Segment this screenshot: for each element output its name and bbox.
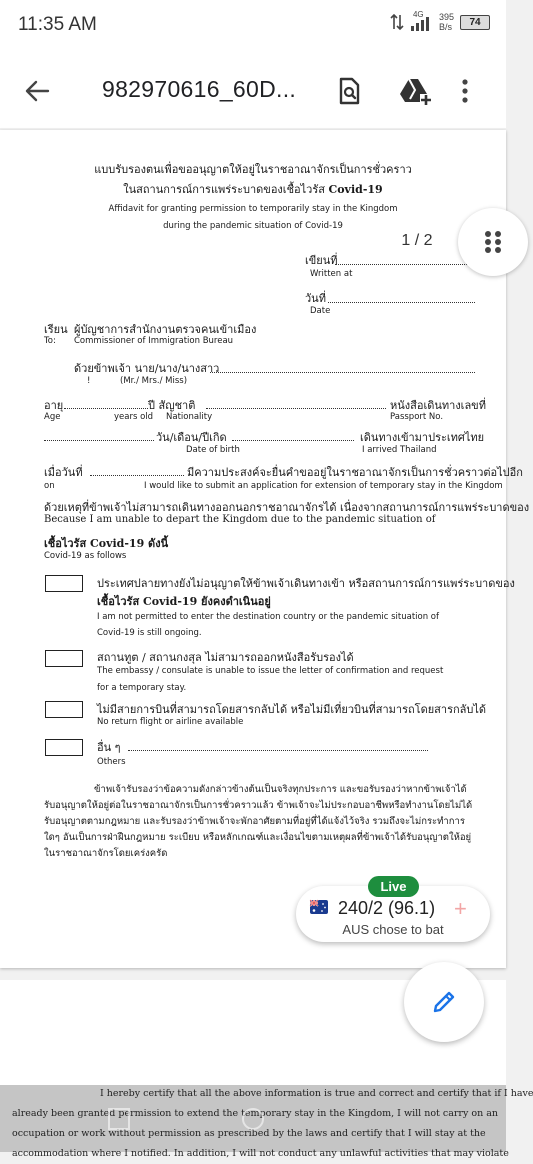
status-indicators: [391, 12, 490, 32]
drive-add-icon: [398, 76, 432, 106]
nationality-field[interactable]: [206, 408, 386, 409]
virus-en: Covid-19 as follows: [44, 551, 127, 561]
addressee-en: Commissioner of Immigration Bureau: [74, 336, 234, 346]
subject-label-thai: เรียน: [44, 323, 68, 336]
arrival-date-field[interactable]: [90, 475, 184, 476]
grid-icon: [484, 230, 504, 254]
written-at-label-en: Written at: [310, 269, 353, 279]
nationality-label-en: Nationality: [166, 412, 213, 422]
pencil-icon: [431, 989, 457, 1015]
more-vert-icon: [460, 76, 470, 106]
reason-en: Because I am unable to depart the Kingdom due to the pandemic situation of: [44, 514, 436, 525]
signal-icon: [409, 12, 433, 32]
battery-level: 74: [469, 16, 481, 28]
arrived-label-thai: เดินทางเข้ามาประเทศไทย: [360, 431, 485, 444]
network-speed: [439, 12, 454, 32]
title-thai-2-covid: Covid-19: [328, 183, 383, 196]
page-2-line-1: I hereby certify that all the above information is true and correct and certify that if I have: [100, 1088, 533, 1099]
on-label-en: on: [44, 481, 55, 491]
date-label-en: Date: [310, 306, 331, 316]
passport-label-thai: หนังสือเดินทางเลขที่: [390, 399, 486, 412]
reason-thai: ด้วยเหตุที่ข้าพเจ้าไม่สามารถเดินทางออกนอกราชอาณาจักรได้ เนื่องจากสถานการณ์การแพร่ระบาดของ: [44, 501, 530, 514]
certification-thai: ข้าพเจ้ารับรองว่าข้อความดังกล่าวข้างต้นเป็นจริงทุกประการ และขอรับรองว่าหากข้าพเจ้าได้รับอนุญาตให้อยู่ต่อในราชอาณาจักรเป็นการชั่วคราวแล้ว ข้าพเจ้าจะไม่ประกอบอาชีพหรือทำงานโดยไม่ได้รับอนุญาตตามกฎหมาย และรับรองว่าข้าพเจ้าจะพักอาศัยตามที่อยู่ที่ได้แจ้งไว้จริง รวมถึงจะไม่กระทำการใดๆ อันเป็นการฝ่าฝืนกฎหมาย ระเบียบ หรือหลักเกณฑ์และเงื่อนไขตามเหตุผลที่ข้าพเจ้าได้รับอนุญาตให้อยู่ในราชอาณาจักรโดยเคร่งครัด: [44, 784, 473, 859]
search-document-button[interactable]: [334, 76, 364, 106]
title-english-1: Affidavit for granting permission to temporarily stay in the Kingdom: [108, 204, 398, 214]
option-2-en-1: The embassy / consulate is unable to issue the letter of confirmation and request: [97, 666, 444, 676]
option-3-en: No return flight or airline available: [97, 717, 244, 727]
document-title: 982970616_60D...: [102, 76, 297, 102]
age-label-thai: อายุ: [44, 399, 64, 412]
exclamation-mark: !: [87, 376, 91, 386]
network-type: 4G: [412, 10, 424, 19]
name-label-thai: ด้วยข้าพเจ้า นาย/นาง/นางสาว: [74, 362, 220, 375]
years-nationality-thai: ปี สัญชาติ: [148, 399, 196, 412]
option-1-thai-1: ประเทศปลายทางยังไม่อนุญาตให้ข้าพเจ้าเดินทางเข้า หรือสถานการณ์การแพร่ระบาดของ: [97, 577, 515, 590]
to-label-en: To:: [44, 336, 56, 346]
date-label-thai: วันที่: [305, 292, 326, 305]
option-4-thai: อื่น ๆ: [97, 741, 121, 754]
intent-thai: มีความประสงค์จะยื่นคำขออยู่ในราชอาณาจักรเป็นการชั่วคราวต่อไปอีก: [187, 466, 523, 479]
date-field[interactable]: [328, 302, 475, 303]
option-3-thai: ไม่มีสายการบินที่สามารถโดยสารกลับได้ หรือไม่มีเที่ยวบินที่สามารถโดยสารกลับได้: [97, 703, 487, 716]
title-thai-2: [0, 180, 506, 198]
score-value: 240/2 (96.1): [338, 898, 436, 918]
score-subtitle: AUS chose to bat: [342, 922, 444, 937]
on-label-thai: เมื่อวันที่: [44, 466, 83, 479]
others-field[interactable]: [128, 750, 428, 751]
written-at-field[interactable]: [335, 264, 475, 265]
speed-value: 395: [438, 12, 454, 22]
title-thai-2-text: ในสถานการณ์การแพร่ระบาดของเชื้อไวรัส: [123, 183, 325, 196]
passport-field[interactable]: [44, 440, 154, 441]
plus-icon[interactable]: +: [454, 896, 467, 921]
more-options-button[interactable]: [460, 76, 470, 106]
option-1-en-1: I am not permitted to enter the destination country or the pandemic situation of: [97, 612, 440, 622]
dob-label-en: Date of birth: [186, 445, 240, 455]
virus-thai: เชื้อไวรัส Covid-19 ดังนี้: [44, 537, 169, 550]
page-2-line-4: accommodation where I notified. In addition, I will not conduct any unlawful activities that may violate: [12, 1148, 509, 1159]
back-button[interactable]: [22, 76, 52, 106]
status-bar: [0, 0, 506, 52]
intent-en: I would like to submit an application for extension of temporary stay in the Kingdom: [144, 481, 503, 491]
passport-label-en: Passport No.: [390, 412, 444, 422]
option-3-checkbox[interactable]: [45, 701, 83, 718]
live-badge: Live: [368, 876, 419, 897]
title-thai-1: แบบรับรองตนเพื่อขออนุญาตให้อยู่ในราชอาณาจักรเป็นการชั่วคราว: [94, 163, 412, 176]
age-field[interactable]: [64, 408, 148, 409]
back-arrow-icon: [22, 76, 52, 106]
page-indicator: 1 / 2: [384, 224, 450, 258]
edit-button[interactable]: [404, 962, 484, 1042]
option-1-checkbox[interactable]: [45, 575, 83, 592]
option-4-en: Others: [97, 757, 126, 767]
addressee-thai: ผู้บัญชาการสำนักงานตรวจคนเข้าเมือง: [74, 323, 257, 336]
battery-icon: [460, 15, 490, 30]
page-2-line-3: occupation or work without permission as prescribed by the laws and certify that I will stay at the: [12, 1128, 486, 1139]
dob-label-thai: วัน/เดือน/ปีเกิด: [156, 431, 227, 444]
option-2-checkbox[interactable]: [45, 650, 83, 667]
australia-flag-icon: [310, 900, 328, 914]
title-english-2: during the pandemic situation of Covid-19: [163, 221, 343, 231]
search-document-icon: [334, 76, 364, 106]
option-2-en-2: for a temporary stay.: [97, 683, 187, 693]
years-label-en: years old: [114, 412, 154, 422]
page-2-line-2: already been granted permission to extend the temporary stay in the Kingdom, I will not carry on an: [12, 1108, 498, 1119]
recents-nav-icon[interactable]: [108, 1108, 130, 1130]
option-1-thai-2: เชื้อไวรัส Covid-19 ยังคงดำเนินอยู่: [97, 595, 271, 608]
written-at-label-thai: เขียนที่: [305, 254, 338, 267]
app-bar: [0, 52, 506, 128]
speed-unit: B/s: [438, 22, 452, 32]
add-to-drive-button[interactable]: [398, 76, 428, 106]
home-nav-icon[interactable]: [242, 1108, 264, 1130]
option-2-thai: สถานทูต / สถานกงสุล ไม่สามารถออกหนังสือรับรองได้: [97, 651, 354, 664]
arrived-label-en: I arrived Thailand: [362, 445, 437, 455]
dob-field[interactable]: [232, 440, 354, 441]
data-transfer-icon: [391, 13, 403, 31]
status-time: 11:35 AM: [18, 14, 97, 35]
age-label-en: Age: [44, 412, 61, 422]
option-4-checkbox[interactable]: [45, 739, 83, 756]
name-label-en: (Mr./ Mrs./ Miss): [120, 376, 188, 386]
page-grid-button[interactable]: [458, 208, 528, 276]
option-1-en-2: Covid-19 is still ongoing.: [97, 628, 202, 638]
name-field[interactable]: [210, 372, 475, 373]
